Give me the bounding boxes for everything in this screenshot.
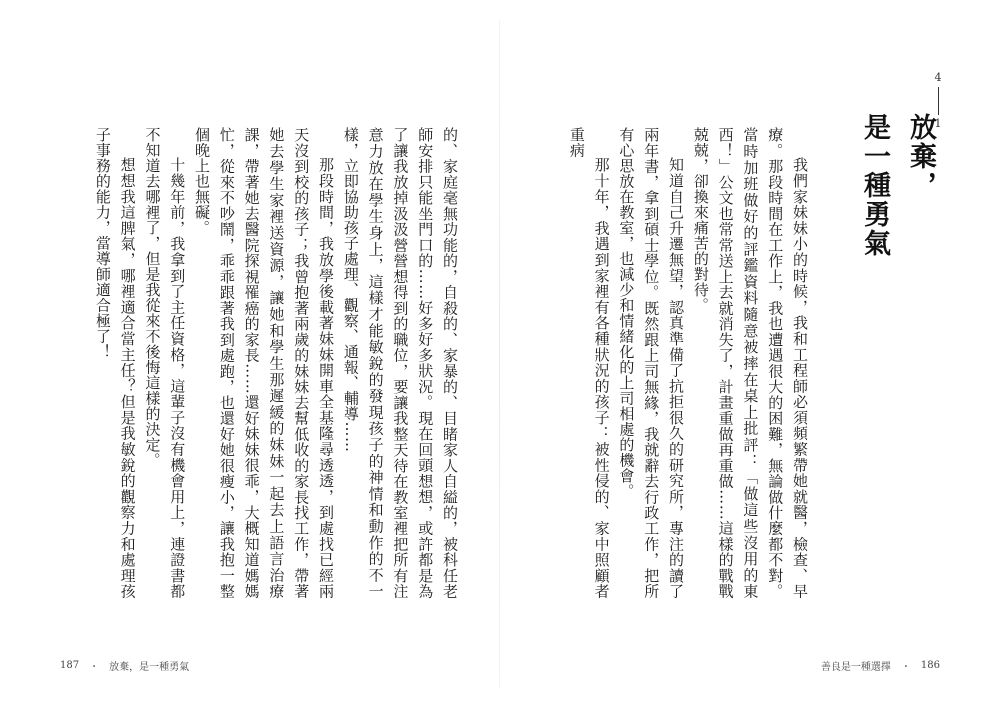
chapter-title-line-1: 放棄，: [905, 113, 936, 200]
paragraph: 那十年，我遇到家裡有各種狀況的孩子：被性侵的、家中照顧者重病: [567, 127, 611, 599]
footer-left: [60, 658, 189, 673]
chapter-number-bottom: 1: [934, 117, 942, 130]
footer-left-chapter-title: 放棄，是一種勇氣: [109, 662, 190, 673]
footer-left-separator: ・: [89, 662, 100, 673]
chapter-title: [858, 113, 936, 273]
footer-right: [821, 658, 940, 673]
paragraph: 我們家妹妹小的時候，我和工程師必須頻繁帶她就醫，檢查、早療。那段時間在工作上，我也遭遇很大的困難，無論做什麼都不對。當時加班做好的評鑑資料隨意被摔在桌上批評：「做這些沒用的東西！」公文也常常送上去就消失了，計畫重做再重做……這樣的戰戰兢兢，卻換來痛苦的對待。: [691, 127, 809, 599]
footer-right-page-number: 186: [920, 660, 940, 671]
chapter-title-line-2: 是一種勇氣: [859, 113, 890, 258]
left-page-body: [62, 127, 462, 599]
footer-left-page-number: 187: [60, 660, 80, 671]
paragraph: 十幾年前，我拿到了主任資格，這輩子沒有機會用上，連證書都不知道去哪裡了，但是我從來不後悔這樣的決定。: [143, 127, 187, 599]
footer-right-separator: ・: [900, 662, 911, 673]
paragraph: 的、家庭毫無功能的，自殺的、家暴的、目睹家人自縊的，被科任老師安排只能坐門口的……好多好多狀況。現在回頭想想，或許都是為了讓我放掉汲汲營營想得到的職位，要讓我整天待在教室裡把所有注意力放在學生身上，這樣才能敏銳的發現孩子的神情和動作的不一樣，立即協助孩子處理、觀察、通報、輔導……: [341, 127, 459, 599]
book-gutter: [499, 20, 500, 688]
chapter-divider-line: [938, 87, 939, 115]
chapter-number-top: 4: [934, 71, 942, 84]
paragraph: 想想我這脾氣，哪裡適合當主任？但是我敏銳的觀察力和處理孩子事務的能力，當導師適合極了！: [93, 127, 137, 599]
paragraph: 知道自己升遷無望，認真準備了抗拒很久的研究所，專注的讀了兩年書，拿到碩士學位。既然跟上司無緣，我就辭去行政工作，把所有心思放在教室，也減少和情緒化的上司相處的機會。: [617, 127, 686, 599]
paragraph: 那段時間，我放學後載著妹妹開車全基隆尋透透，到處找已經兩天沒到校的孩子；我曾抱著兩歲的妹妹去幫低收的家長找工作，帶著她去學生家裡送資源，讓她和學生那遲緩的妹妹一起去上語言治療課，帶著她去醫院探視罹癌的家長……還好妹妹很乖，大概知道媽媽忙，從來不吵鬧，乖乖跟著我到處跑，也還好她很瘦小，讓我抱一整個晚上也無礙。: [193, 127, 336, 599]
footer-right-book-title: 善良是一種選擇: [820, 662, 891, 673]
right-page-body: [567, 127, 812, 599]
